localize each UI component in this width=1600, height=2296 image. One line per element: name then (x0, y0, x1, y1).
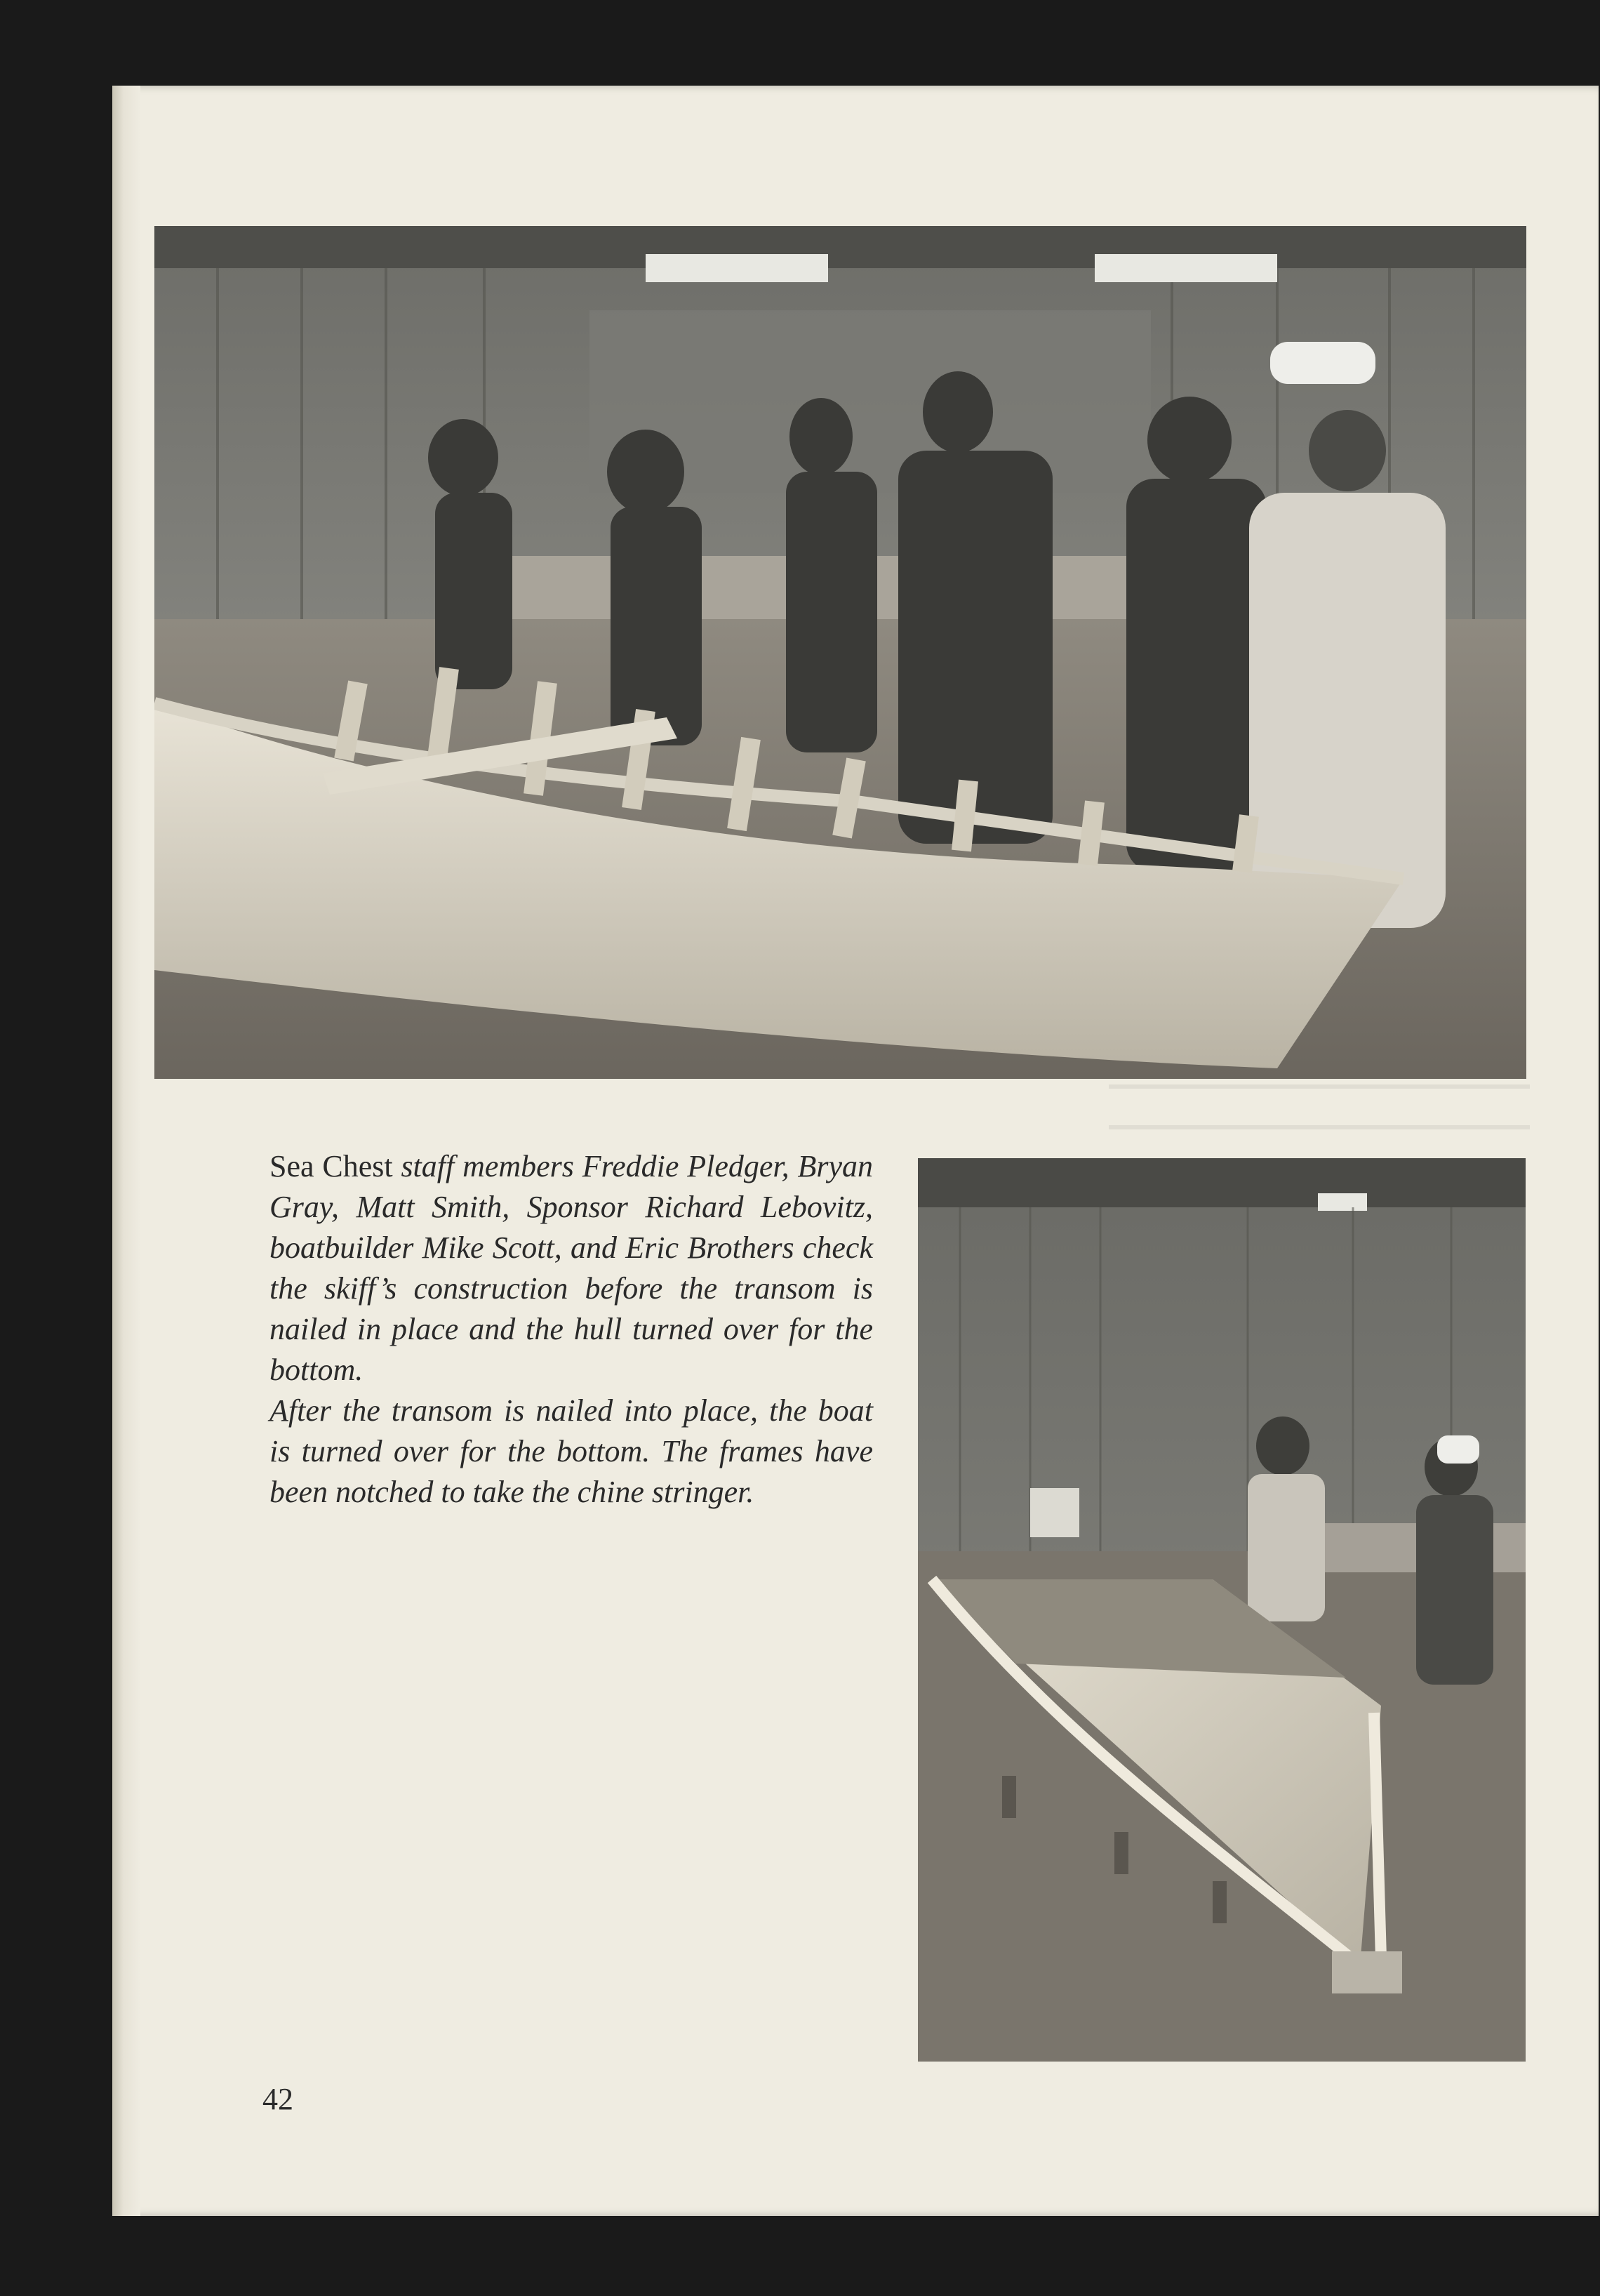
caption-lead: Sea Chest (269, 1149, 393, 1183)
caption-first-paragraph (269, 1146, 873, 1391)
bottom-photograph (918, 1158, 1526, 2062)
top-photograph (154, 226, 1526, 1079)
page-number: 42 (262, 2082, 293, 2116)
top-photograph-illustration (154, 226, 1526, 1079)
caption-first-text: staff members Freddie Pledger, Bryan Gray, Matt Smith, Sponsor Richard Lebovitz, boatbuilder Mike Scott, and Eric Brothers check the skiff’s construction before the transom is nailed in place and the hull turned over for the bottom. (269, 1149, 873, 1387)
photo-caption (269, 1146, 873, 1513)
caption-second-paragraph: After the transom is nailed into place, the boat is turned over for the bottom. The frames have been notched to take the chine stringer. (269, 1393, 873, 1509)
page-binding-edge (112, 86, 140, 2216)
bottom-photograph-illustration (918, 1158, 1526, 2062)
show-through-text (1109, 1084, 1530, 1155)
